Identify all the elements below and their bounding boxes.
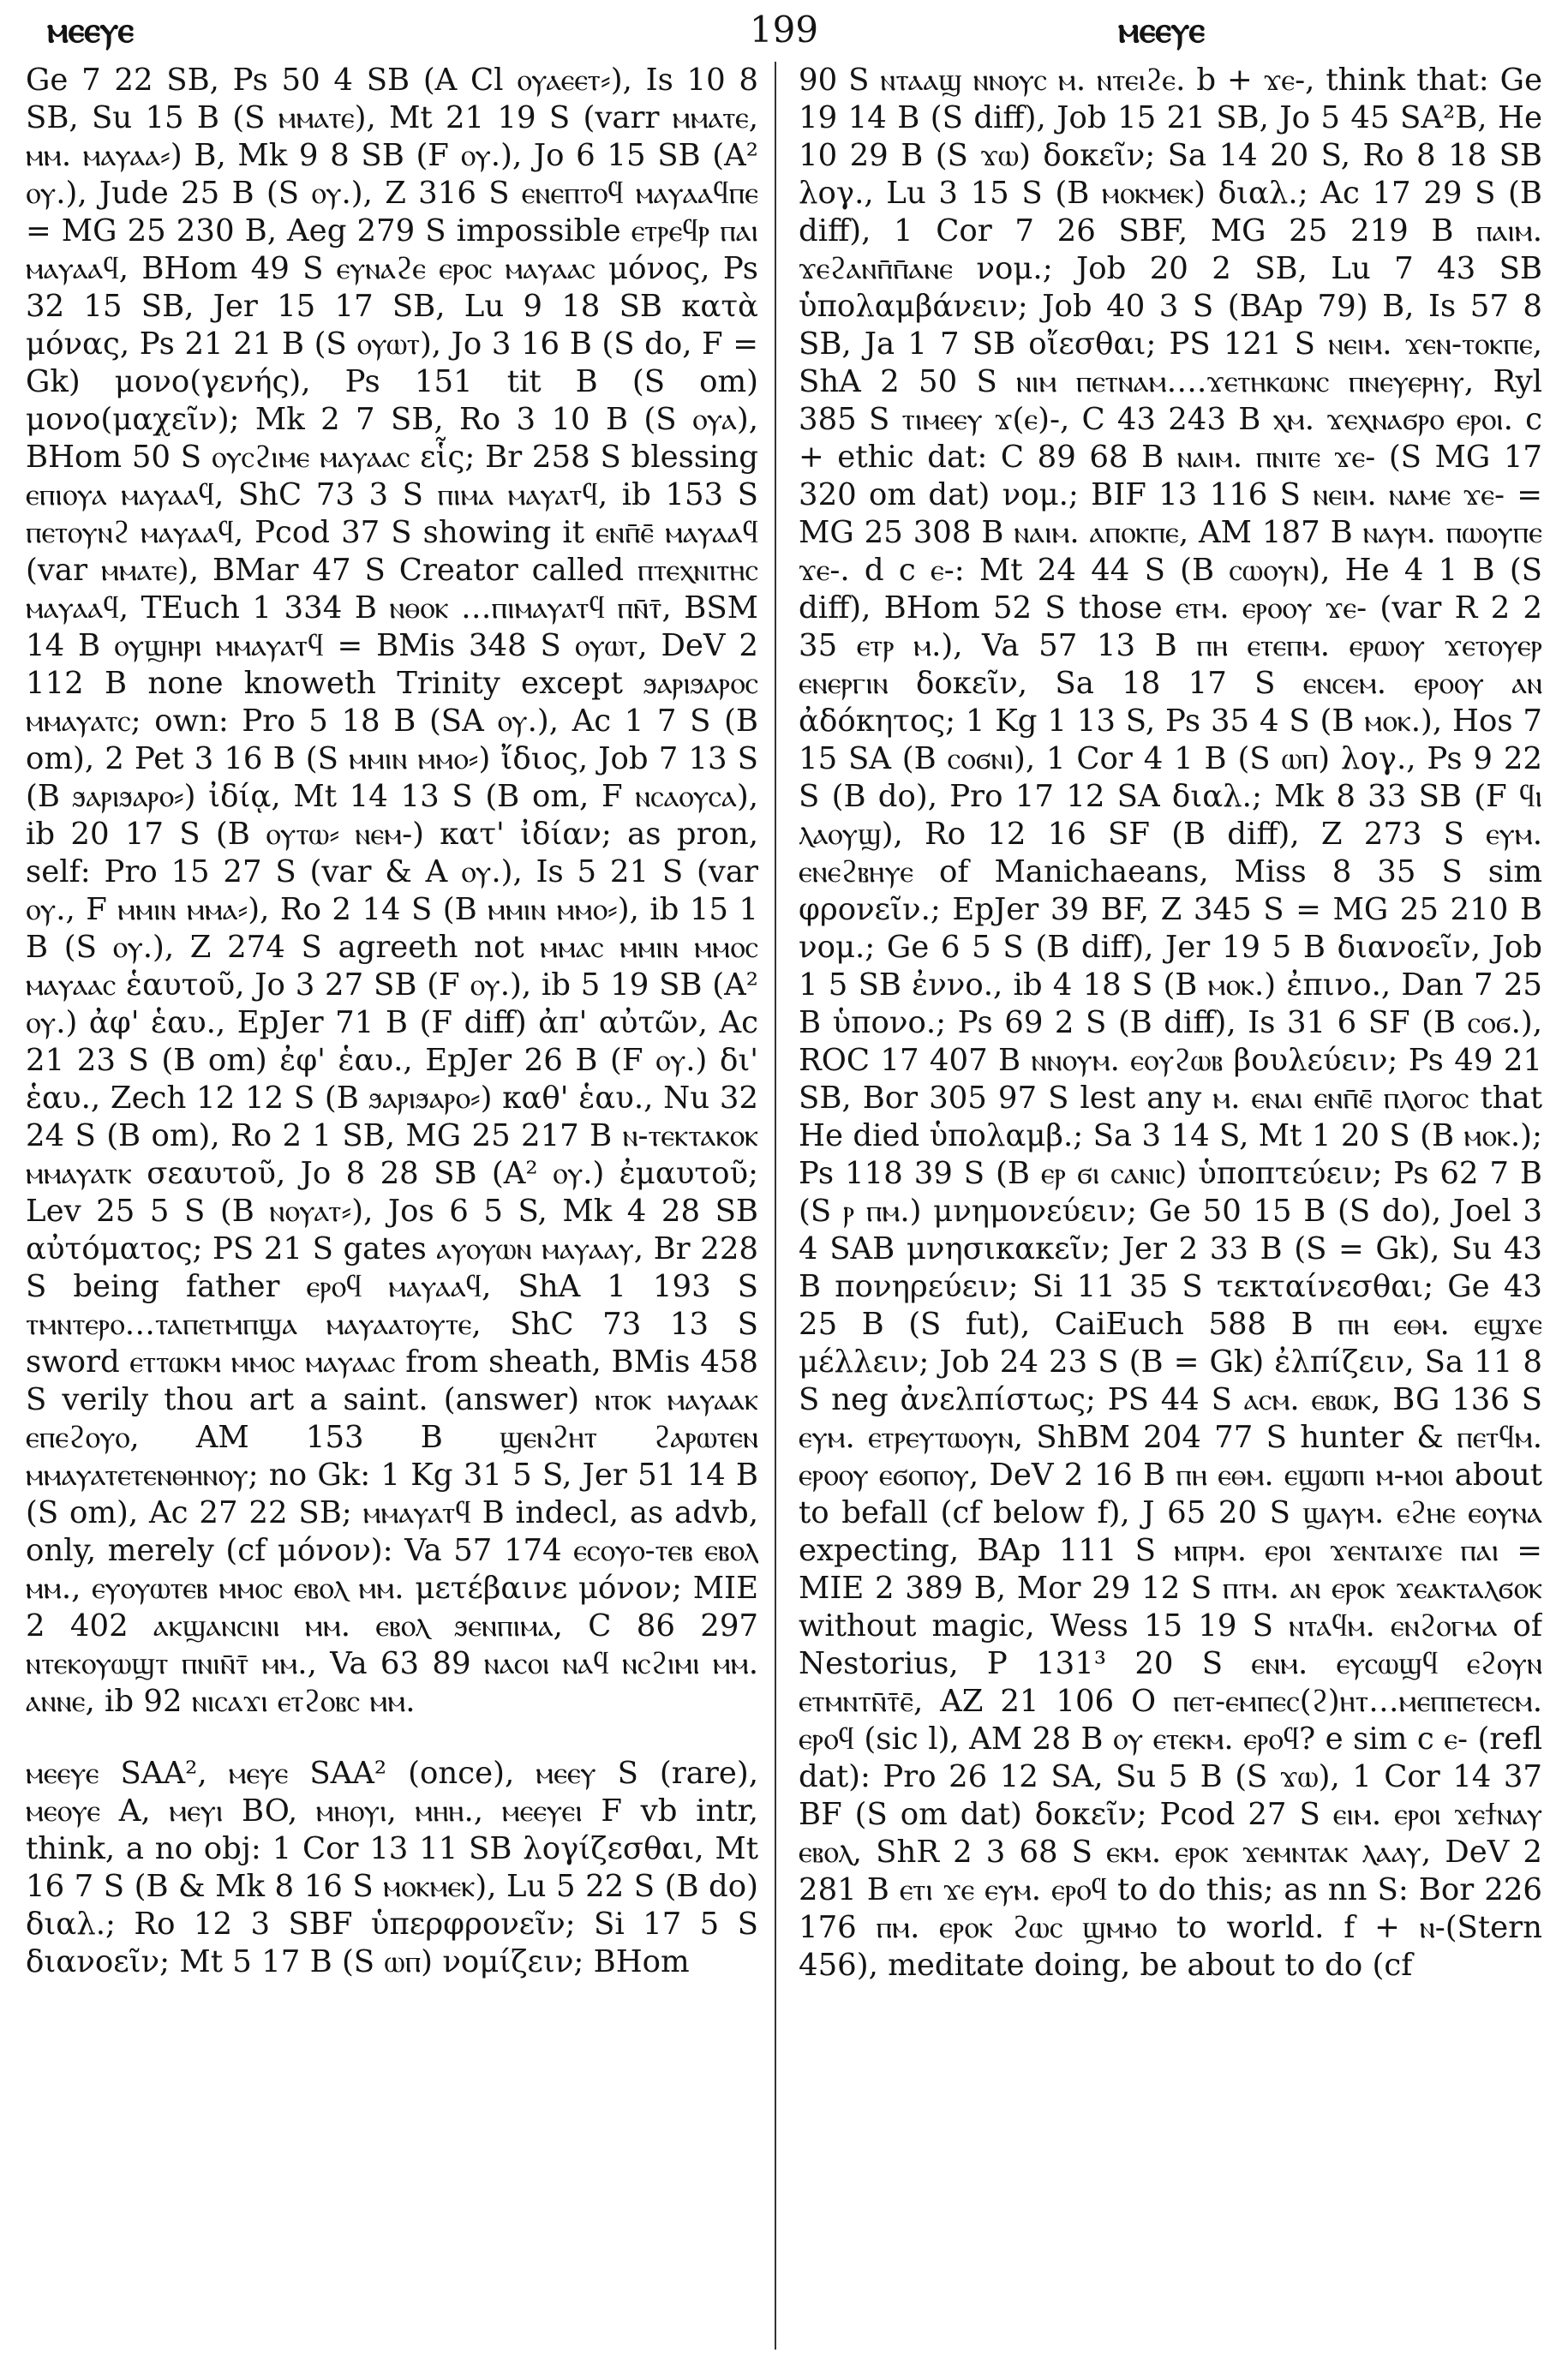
left-column xyxy=(26,62,758,2350)
entry-meeue-paragraph: ⲙⲉⲉⲩⲉ SAA², ⲙⲉⲩⲉ SAA² (once), ⲙⲉⲉⲩ S (rare), ⲙⲉⲟⲩⲉ A, ⲙⲉⲩⲓ BO, ⲙⲏⲟⲩⲓ, ⲙⲏⲏ., ⲙⲉⲉⲩⲉⲓ F vb intr, think, a no obj: 1 Cor 13 11 SB λογίζεσθαι, Mt 16 7 S (B & Mk 8 16 S ⲙⲟⲕⲙⲉⲕ), Lu 5 22 S (B do) διαλ.; Ro 12 3 SBF ὑπερφρονεῖν; Si 17 5 S διανοεῖν; Mt 5 17 B (S ⲱⲡ) νομίζειν; BHom xyxy=(26,1756,758,1979)
running-head-left: ⲙⲉⲉⲩⲉ xyxy=(47,9,135,51)
running-head-right: ⲙⲉⲉⲩⲉ xyxy=(1118,9,1206,51)
entry-continuation-paragraph: Ge 7 22 SB, Ps 50 4 SB (A Cl ⲟⲩⲁⲉⲉⲧ⸗), Is 10 8 SB, Su 15 B (S ⲙⲙⲁⲧⲉ), Mt 21 19 S (varr ⲙⲙⲁⲧⲉ, ⲙⲙ. ⲙⲁⲩⲁⲁ⸗) B, Mk 9 8 SB (F ⲟⲩ.), Jo 6 15 SB (A² ⲟⲩ.), Jude 25 B (S ⲟⲩ.), Z 316 S ⲉⲛⲉⲡⲧⲟϥ ⲙⲁⲩⲁⲁϥⲡⲉ = MG 25 230 B, Aeg 279 S impossible ⲉⲧⲣⲉϥⲣ ⲡⲁⲓ ⲙⲁⲩⲁⲁϥ, BHom 49 S ⲉⲩⲛⲁϩⲉ ⲉⲣⲟⲥ ⲙⲁⲩⲁⲁⲥ μόνος, Ps 32 15 SB, Jer 15 17 SB, Lu 9 18 SB κατὰ μόνας, Ps 21 21 B (S ⲟⲩⲱⲧ), Jo 3 16 B (S do, F = Gk) μονο(γενής), Ps 151 tit B (S om) μονο(μαχεῖν); Mk 2 7 SB, Ro 3 10 B (S ⲟⲩⲁ), BHom 50 S ⲟⲩⲥϩⲓⲙⲉ ⲙⲁⲩⲁⲁⲥ εἷς; Br 258 S blessing ⲉⲡⲓⲟⲩⲁ ⲙⲁⲩⲁⲁϥ, ShC 73 3 S ⲡⲓⲙⲁ ⲙⲁⲩⲁⲧϥ, ib 153 S ⲡⲉⲧⲟⲩⲛϩ ⲙⲁⲩⲁⲁϥ, Pcod 37 S showing it ⲉⲛⲡ̄ⲉ̄ ⲙⲁⲩⲁⲁϥ (var ⲙⲙⲁⲧⲉ), BMar 47 S Creator called ⲡⲧⲉⲭⲛⲓⲧⲏⲥ ⲙⲁⲩⲁⲁϥ, TEuch 1 334 B ⲛⲑⲟⲕ …ⲡⲓⲙⲁⲩⲁⲧϥ ⲡⲛ̄ⲧ̄, BSM 14 B ⲟⲩϣⲏⲣⲓ ⲙⲙⲁⲩⲁⲧϥ = BMis 348 S ⲟⲩⲱⲧ, DeV 2 112 B none knoweth Trinity except ϧⲁⲣⲓϧⲁⲣⲟⲥ ⲙⲙⲁⲩⲁⲧⲥ; own: Pro 5 18 B (SA ⲟⲩ.), Ac 1 7 S (B om), 2 Pet 3 16 B (S ⲙⲙⲓⲛ ⲙⲙⲟ⸗) ἴδιος, Job 7 13 S (B ϧⲁⲣⲓϧⲁⲣⲟ⸗) ἰδίᾳ, Mt 14 13 S (B om, F ⲛⲥⲁⲟⲩⲥⲁ), ib 20 17 S (B ⲟⲩⲧⲱ⸗ ⲛⲉⲙ-) κατ' ἰδίαν; as pron, self: Pro 15 27 S (var & A ⲟⲩ.), Is 5 21 S (var ⲟⲩ., F ⲙⲙⲓⲛ ⲙⲙⲁ⸗), Ro 2 14 S (B ⲙⲙⲓⲛ ⲙⲙⲟ⸗), ib 15 1 B (S ⲟⲩ.), Z 274 S agreeth not ⲙⲙⲁⲥ ⲙⲙⲓⲛ ⲙⲙⲟⲥ ⲙⲁⲩⲁⲁⲥ ἑαυτοῦ, Jo 3 27 SB (F ⲟⲩ.), ib 5 19 SB (A² ⲟⲩ.) ἀφ' ἑαυ., EpJer 71 B (F diff) ἀπ' αὐτῶν, Ac 21 23 S (B om) ἐφ' ἑαυ., EpJer 26 B (F ⲟⲩ.) δι' ἑαυ., Zech 12 12 S (B ϧⲁⲣⲓϧⲁⲣⲟ⸗) καθ' ἑαυ., Nu 32 24 S (B om), Ro 2 1 SB, MG 25 217 B ⲛ-ⲧⲉⲕⲧⲁⲕⲟⲕ ⲙⲙⲁⲩⲁⲧⲕ σεαυτοῦ, Jo 8 28 SB (A² ⲟⲩ.) ἐμαυτοῦ; Lev 25 5 S (B ⲛⲟⲩⲁⲧ⸗), Jos 6 5 S, Mk 4 28 SB αὐτόματος; PS 21 S gates ⲁⲩⲟⲩⲱⲛ ⲙⲁⲩⲁⲁⲩ, Br 228 S being father ⲉⲣⲟϥ ⲙⲁⲩⲁⲁϥ, ShA 1 193 S ⲧⲙⲛⲧⲉⲣⲟ…ⲧⲁⲡⲉⲧⲙⲡϣⲁ ⲙⲁⲩⲁⲁⲧⲟⲩⲧⲉ, ShC 73 13 S sword ⲉⲧⲧⲱⲕⲙ ⲙⲙⲟⲥ ⲙⲁⲩⲁⲁⲥ from sheath, BMis 458 S verily thou art a saint. (answer) ⲛⲧⲟⲕ ⲙⲁⲩⲁⲁⲕ ⲉⲡⲉϩⲟⲩⲟ, AM 153 B ϣⲉⲛϩⲏⲧ ϩⲁⲣⲱⲧⲉⲛ ⲙⲙⲁⲩⲁⲧⲉⲧⲉⲛⲑⲏⲛⲟⲩ; no Gk: 1 Kg 31 5 S, Jer 51 14 B (S om), Ac 27 22 SB; ⲙⲙⲁⲩⲁⲧϥ B indecl, as advb, only, merely (cf μόνον): Va 57 174 ⲉⲥⲟⲩⲟ-ⲧⲉⲃ ⲉⲃⲟⲗ ⲙⲙ., ⲉⲩⲟⲩⲱⲧⲉⲃ ⲙⲙⲟⲥ ⲉⲃⲟⲗ ⲙⲙ. μετέβαινε μόνον; MIE 2 402 ⲁⲕϣⲁⲛⲥⲓⲛⲓ ⲙⲙ. ⲉⲃⲟⲗ ϧⲉⲛⲡⲓⲙⲁ, C 86 297 ⲛⲧⲉⲕⲟⲩⲱϣⲧ ⲡⲛⲓⲛ̄ⲧ̄ ⲙⲙ., Va 63 89 ⲛⲁⲥⲟⲓ ⲛⲁϥ ⲛⲥϩⲓⲙⲓ ⲙⲙ. ⲁⲛⲛⲉ, ib 92 ⲛⲓⲥⲁϫⲓ ⲉⲧϩⲟⲃⲥ ⲙⲙ. xyxy=(26,63,758,1719)
column-divider xyxy=(775,62,776,2350)
entry-meeue-continuation-paragraph: 90 S ⲛⲧⲁⲁϣ ⲛⲛⲟⲩⲥ ⲙ. ⲛⲧⲉⲓϩⲉ. b + ϫⲉ-, think that: Ge 19 14 B (S diff), Job 15 21 SB, Jo 5 45 SA²B, He 10 29 B (S ϫⲱ) δοκεῖν; Sa 14 20 S, Ro 8 18 SB λογ., Lu 3 15 S (B ⲙⲟⲕⲙⲉⲕ) διαλ.; Ac 17 29 S (B diff), 1 Cor 7 26 SBF, MG 25 219 B ⲡⲁⲓⲙ. ϫⲉϩⲁⲛⲡ̄ⲡ̄ⲁⲛⲉ νομ.; Job 20 2 SB, Lu 7 43 SB ὑπολαμβάνειν; Job 40 3 S (BAp 79) B, Is 57 8 SB, Ja 1 7 SB οἴεσθαι; PS 121 S ⲛⲉⲓⲙ. ϫⲉⲛ-ⲧⲟⲕⲡⲉ, ShA 2 50 S ⲛⲓⲙ ⲡⲉⲧⲛⲁⲙ….ϫⲉⲧⲏⲕⲱⲛⲥ ⲡⲛⲉⲩⲉⲣⲏⲩ, Ryl 385 S ⲧⲓⲙⲉⲉⲩ ϫ(ⲉ)-, C 43 243 B ⲭⲙ. ϫⲉⲭⲛⲁϭⲣⲟ ⲉⲣⲟⲓ. c + ethic dat: C 89 68 B ⲛⲁⲓⲙ. ⲡⲛⲓⲧⲉ ϫⲉ- (S MG 17 320 om dat) νομ.; BIF 13 116 S ⲛⲉⲓⲙ. ⲛⲁⲙⲉ ϫⲉ- = MG 25 308 B ⲛⲁⲓⲙ. ⲁⲡⲟⲕⲡⲉ, AM 187 B ⲛⲁⲩⲙ. ⲡⲱⲟⲩⲡⲉ ϫⲉ-. d c ⲉ-: Mt 24 44 S (B ⲥⲱⲟⲩⲛ), He 4 1 B (S diff), BHom 52 S those ⲉⲧⲙ. ⲉⲣⲟⲟⲩ ϫⲉ- (var R 2 2 35 ⲉⲧⲣ ⲙ.), Va 57 13 B ⲡⲏ ⲉⲧⲉⲡⲙ. ⲉⲣⲱⲟⲩ ϫⲉⲧⲟⲩⲉⲣ ⲉⲛⲉⲣⲅⲓⲛ δοκεῖν, Sa 18 17 S ⲉⲛⲥⲉⲙ. ⲉⲣⲟⲟⲩ ⲁⲛ ἀδόκητος; 1 Kg 1 13 S, Ps 35 4 S (B ⲙⲟⲕ.), Hos 7 15 SA (B ⲥⲟϭⲛⲓ), 1 Cor 4 1 B (S ⲱⲡ) λογ., Ps 9 22 S (B do), Pro 17 12 SA διαλ.; Mk 8 33 SB (F ϥⲓ ⲗⲁⲟⲩϣ), Ro 12 16 SF (B diff), Z 273 S ⲉⲩⲙ. ⲉⲛⲉϩⲃⲏⲩⲉ of Manichaeans, Miss 8 35 S sim φρονεῖν.; EpJer 39 BF, Z 345 S = MG 25 210 B νομ.; Ge 6 5 S (B diff), Jer 19 5 B διανοεῖν, Job 1 5 SB ἐννο., ib 4 18 S (B ⲙⲟⲕ.) ἐπινο., Dan 7 25 B ὑπονο.; Ps 69 2 S (B diff), Is 31 6 SF (B ⲥⲟϭ.), ROC 17 407 B ⲛⲛⲟⲩⲙ. ⲉⲟⲩϩⲱⲃ βουλεύειν; Ps 49 21 SB, Bor 305 97 S lest any ⲙ. ⲉⲛⲁⲓ ⲉⲛⲡ̄ⲉ̄ ⲡⲗⲟⲅⲟⲥ that He died ὑπολαμβ.; Sa 3 14 S, Mt 1 20 S (B ⲙⲟⲕ.); Ps 118 39 S (B ⲉⲣ ϭⲓ ⲥⲁⲛⲓⲥ) ὑποπτεύειν; Ps 62 7 B (S ⲣ ⲡⲙ.) μνημονεύειν; Ge 50 15 B (S do), Joel 3 4 SAB μνησικακεῖν; Jer 2 33 B (S = Gk), Su 43 B πονηρεύειν; Si 11 35 S τεκταίνεσθαι; Ge 43 25 B (S fut), CaiEuch 588 B ⲡⲏ ⲉⲑⲙ. ⲉϣϫⲉ μέλλειν; Job 24 23 S (B = Gk) ἐλπίζειν, Sa 11 8 S neg ἀνελπίστως; PS 44 S ⲁⲥⲙ. ⲉⲃⲱⲕ, BG 136 S ⲉⲩⲙ. ⲉⲧⲣⲉⲩⲧⲱⲟⲩⲛ, ShBM 204 77 S hunter & ⲡⲉⲧϥⲙ. ⲉⲣⲟⲟⲩ ⲉϭⲟⲡⲟⲩ, DeV 2 16 B ⲡⲏ ⲉⲑⲙ. ⲉϣⲱⲡⲓ ⲙ-ⲙⲟⲓ about to befall (cf below f), J 65 20 S ϣⲁⲩⲙ. ⲉϩⲏⲉ ⲉⲟⲩⲛⲁ expecting, BAp 111 S ⲙⲡⲣⲙ. ⲉⲣⲟⲓ ϫⲉⲛⲧⲁⲓϫⲉ ⲡⲁⲓ = MIE 2 389 B, Mor 29 12 S ⲡⲧⲙ. ⲁⲛ ⲉⲣⲟⲕ ϫⲉⲁⲕⲧⲁⲗϭⲟⲕ without magic, Wess 15 19 S ⲛⲧⲁϥⲙ. ⲉⲛϩⲟⲅⲙⲁ of Nestorius, P 131³ 20 S ⲉⲛⲙ. ⲉⲩⲥⲱϣϥ ⲉϩⲟⲩⲛ ⲉⲧⲙⲛⲧⲛ̄ⲧ̄ⲉ̄, AZ 21 106 O ⲡⲉⲧ-ⲉⲙⲡⲉⲥ(ϩ)ⲏⲧ…ⲙⲉⲡⲡⲉⲧⲉⲥⲙ. ⲉⲣⲟϥ (sic l), AM 28 B ⲟⲩ ⲉⲧⲉⲕⲙ. ⲉⲣⲟϥ? e sim c ⲉ- (refl dat): Pro 26 12 SA, Su 5 B (S ϫⲱ), 1 Cor 14 37 BF (S om dat) δοκεῖν; Pcod 27 S ⲉⲓⲙ. ⲉⲣⲟⲓ ϫⲉϯⲛⲁⲩ ⲉⲃⲟⲗ, ShR 2 3 68 S ⲉⲕⲙ. ⲉⲣⲟⲕ ϫⲉⲙⲛⲧⲁⲕ ⲗⲁⲁⲩ, DeV 2 281 B ⲉⲧⲓ ϫⲉ ⲉⲩⲙ. ⲉⲣⲟϥ to do this; as nn S: Bor 226 176 ⲡⲙ. ⲉⲣⲟⲕ ϩⲱⲥ ϣⲙⲙⲟ to world. f + ⲛ-(Stern 456), meditate doing, be about to do (cf xyxy=(799,63,1542,1983)
right-column xyxy=(799,62,1542,2350)
page-number: 199 xyxy=(749,9,819,51)
